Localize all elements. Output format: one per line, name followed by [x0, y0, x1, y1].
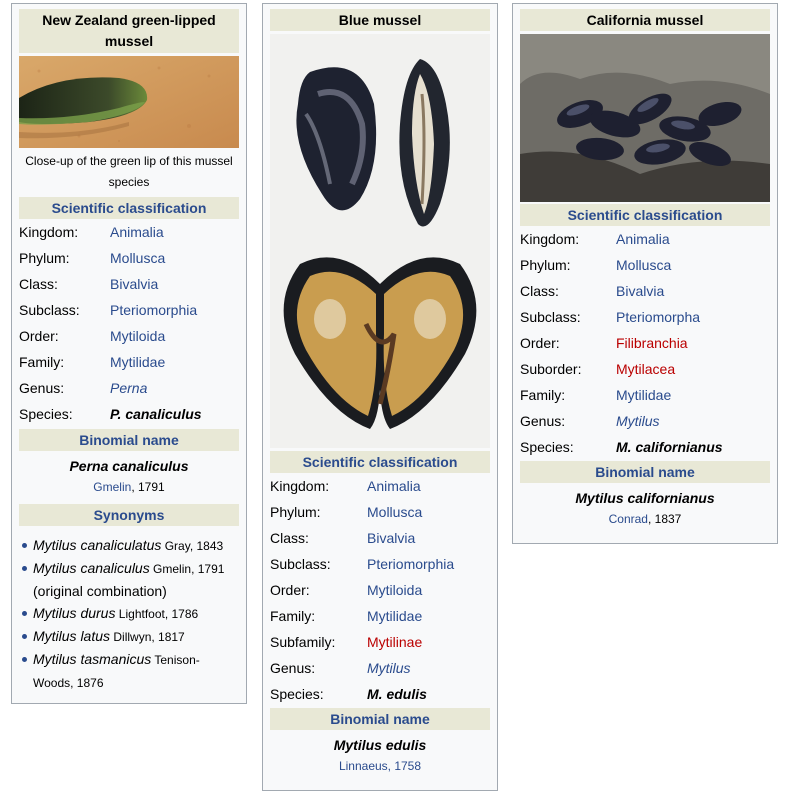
- binomial-authority: [19, 477, 239, 497]
- rank-label: Species:: [520, 439, 574, 455]
- binomial-name: Perna canaliculus: [69, 458, 189, 474]
- taxon-link[interactable]: Perna: [110, 380, 148, 396]
- synonym-item: [33, 602, 239, 625]
- blue-mussel-image: [270, 34, 490, 448]
- taxonomy-row: [19, 375, 239, 401]
- species-name: P. canaliculus: [110, 406, 202, 422]
- binomial-name: Mytilus californianus: [575, 490, 715, 506]
- taxonomy-row: [520, 278, 770, 304]
- rank-label: Class:: [19, 276, 58, 292]
- taxon-link[interactable]: Mollusca: [616, 257, 672, 273]
- synonym-author: Dillwyn, 1817: [110, 630, 185, 644]
- synonym-author: Lightfoot, 1786: [115, 607, 199, 621]
- taxon-link[interactable]: Mytiloida: [110, 328, 166, 344]
- species-name: M. edulis: [367, 686, 427, 702]
- authority-link[interactable]: Conrad: [608, 512, 648, 526]
- taxon-link[interactable]: Animalia: [616, 231, 670, 247]
- taxonomy-row: [520, 382, 770, 408]
- synonym-author: Gmelin, 1791: [149, 562, 225, 576]
- taxonomy-row: [19, 349, 239, 375]
- synonym-name: Mytilus canaliculatus: [33, 537, 162, 553]
- taxonomy-row: [520, 356, 770, 382]
- rank-label: Phylum:: [520, 257, 571, 273]
- taxonomy-row: [270, 655, 490, 681]
- synonym-note: (original combination): [33, 583, 167, 599]
- rank-label: Kingdom:: [19, 224, 79, 240]
- binomial-authority: [520, 509, 770, 529]
- synonym-item: [33, 625, 239, 648]
- infobox-green-lipped-mussel: [11, 3, 247, 704]
- binomial-name-header: Binomial name: [19, 429, 239, 451]
- rank-label: Genus:: [270, 660, 316, 676]
- taxonomy-row: [270, 525, 490, 551]
- synonym-item: [33, 534, 239, 557]
- synonym-name: Mytilus tasmanicus: [33, 651, 152, 667]
- taxon-redlink[interactable]: Filibranchia: [616, 335, 688, 351]
- rank-label: Kingdom:: [520, 231, 580, 247]
- taxon-link[interactable]: Mytilus: [616, 413, 660, 429]
- rank-label: Species:: [19, 406, 73, 422]
- taxonomy-row: [520, 226, 770, 252]
- rank-label: Subclass:: [19, 302, 80, 318]
- image-caption: Close-up of the green lip of this mussel species: [25, 154, 233, 189]
- binomial-name: Mytilus edulis: [333, 737, 427, 753]
- rank-label: Species:: [270, 686, 324, 702]
- rank-label: Genus:: [520, 413, 566, 429]
- taxon-link[interactable]: Mytilus: [367, 660, 411, 676]
- taxon-link[interactable]: Pteriomorphia: [110, 302, 198, 318]
- rank-label: Subclass:: [270, 556, 331, 572]
- mussel-photo[interactable]: [520, 34, 770, 202]
- scientific-classification-header: Scientific classification: [270, 451, 490, 473]
- taxonomy-row: [520, 252, 770, 278]
- taxon-link[interactable]: Bivalvia: [110, 276, 159, 292]
- taxonomy-row: [19, 323, 239, 349]
- rank-label: Genus:: [19, 380, 65, 396]
- infobox-title: New Zealand green-lipped mussel: [19, 9, 239, 53]
- taxonomy-row: [19, 401, 239, 427]
- taxon-link[interactable]: Pteriomorphia: [367, 556, 455, 572]
- taxonomy-row: [270, 603, 490, 629]
- rank-label: Phylum:: [19, 250, 70, 266]
- binomial-authority: [270, 756, 490, 776]
- taxonomy-row: [270, 629, 490, 655]
- taxon-link[interactable]: Mytilidae: [367, 608, 423, 624]
- rank-label: Subclass:: [520, 309, 581, 325]
- taxon-link[interactable]: Mollusca: [110, 250, 166, 266]
- infobox-blue-mussel: [262, 3, 498, 791]
- taxonomy-row: [270, 473, 490, 499]
- synonym-name: Mytilus latus: [33, 628, 111, 644]
- taxon-link[interactable]: Animalia: [367, 478, 421, 494]
- rank-label: Order:: [19, 328, 59, 344]
- synonym-item: [33, 648, 239, 694]
- taxonomy-row: [19, 271, 239, 297]
- taxonomy-row: [270, 681, 490, 707]
- rank-label: Family:: [520, 387, 566, 403]
- synonym-author: Gray, 1843: [161, 539, 224, 553]
- synonym-item: [33, 557, 239, 602]
- taxonomy-row: [520, 408, 770, 434]
- rank-label: Suborder:: [520, 361, 582, 377]
- authority-year: , 1837: [647, 512, 682, 526]
- synonym-author: Tenison-Woods, 1876: [33, 653, 200, 690]
- taxonomy-row: [19, 297, 239, 323]
- taxonomy-row: [520, 330, 770, 356]
- rank-label: Family:: [19, 354, 65, 370]
- taxon-link[interactable]: Pteriomorpha: [616, 309, 701, 325]
- taxon-link[interactable]: Mytilidae: [616, 387, 672, 403]
- taxonomy-row: [19, 245, 239, 271]
- rank-label: Order:: [520, 335, 560, 351]
- taxon-link[interactable]: Mytilidae: [110, 354, 166, 370]
- rank-label: Phylum:: [270, 504, 321, 520]
- rank-label: Class:: [270, 530, 309, 546]
- taxon-link[interactable]: Animalia: [110, 224, 164, 240]
- species-name: M. californianus: [616, 439, 723, 455]
- synonyms-header: Synonyms: [19, 504, 239, 526]
- taxonomy-row: [19, 219, 239, 245]
- taxonomy-table: [520, 226, 770, 460]
- taxon-link[interactable]: Bivalvia: [616, 283, 665, 299]
- taxonomy-row: [270, 499, 490, 525]
- taxonomy-table: [270, 473, 490, 707]
- binomial-name-header: Binomial name: [520, 461, 770, 483]
- taxonomy-row: [520, 304, 770, 330]
- rank-label: Order:: [270, 582, 310, 598]
- authority-link[interactable]: Gmelin: [93, 480, 132, 494]
- scientific-classification-header: Scientific classification: [19, 197, 239, 219]
- mussel-photo[interactable]: [270, 34, 490, 448]
- infobox-title: Blue mussel: [270, 9, 490, 31]
- rank-label: Kingdom:: [270, 478, 330, 494]
- taxon-link[interactable]: Mytiloida: [367, 582, 423, 598]
- taxon-redlink[interactable]: Mytilacea: [616, 361, 676, 377]
- binomial-name-header: Binomial name: [270, 708, 490, 730]
- mussel-photo[interactable]: [19, 56, 239, 148]
- infobox-title: California mussel: [520, 9, 770, 31]
- synonym-name: Mytilus canaliculus: [33, 560, 150, 576]
- rank-label: Class:: [520, 283, 559, 299]
- rank-label: Family:: [270, 608, 316, 624]
- taxon-link[interactable]: Mollusca: [367, 504, 423, 520]
- taxonomy-row: [520, 434, 770, 460]
- authority-year: , 1791: [131, 480, 165, 494]
- rank-label: Subfamily:: [270, 634, 336, 650]
- taxonomy-row: [270, 551, 490, 577]
- scientific-classification-header: Scientific classification: [520, 204, 770, 226]
- authority-link[interactable]: Linnaeus, 1758: [338, 759, 422, 773]
- taxonomy-table: [19, 219, 239, 427]
- synonym-name: Mytilus durus: [33, 605, 116, 621]
- taxonomy-row: [270, 577, 490, 603]
- taxon-link[interactable]: Bivalvia: [367, 530, 416, 546]
- green-lipped-mussel-image: [19, 56, 239, 148]
- infobox-california-mussel: [512, 3, 778, 544]
- california-mussel-image: [520, 34, 770, 202]
- taxon-redlink[interactable]: Mytilinae: [367, 634, 423, 650]
- synonyms-list: [19, 534, 239, 694]
